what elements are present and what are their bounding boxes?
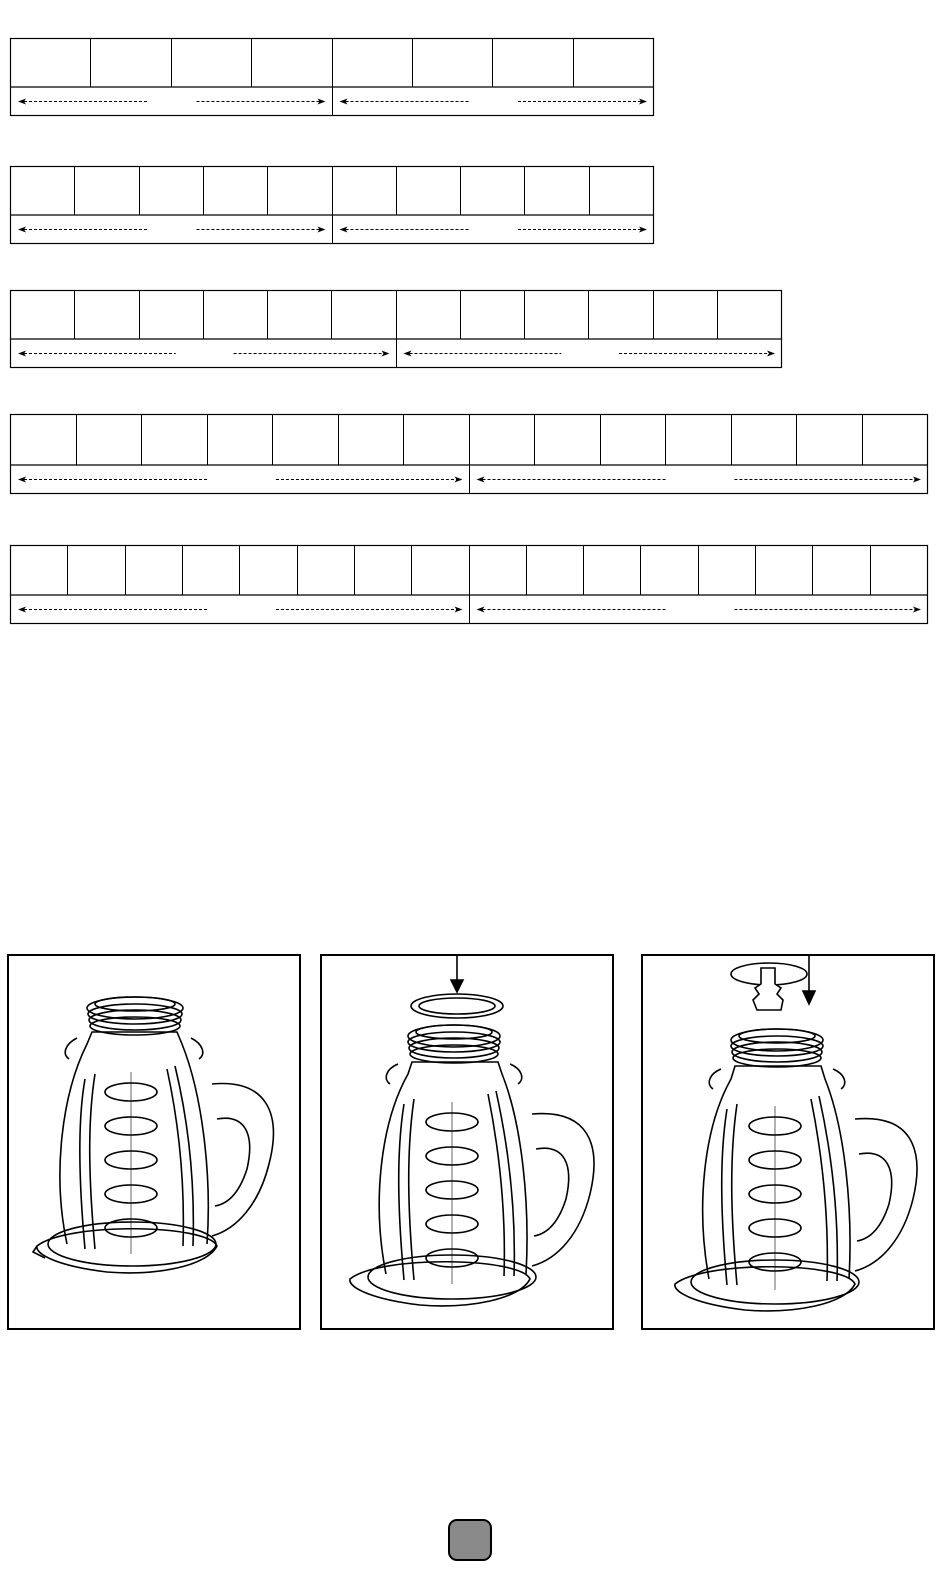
table-grid-4: [10, 414, 928, 494]
table-grid-3-svg: [10, 290, 782, 368]
illustration-panel-step-3: [641, 954, 935, 1330]
table-grid-3: [10, 290, 782, 368]
table-grid-4-svg: [10, 414, 928, 494]
illustration-panel-step-1: [7, 954, 301, 1330]
blender-jar-blade-assembly-icon: [641, 954, 935, 1330]
table-grid-2-svg: [10, 166, 654, 244]
table-grid-5-svg: [10, 545, 928, 624]
blender-jar-seal-ring-icon: [320, 954, 614, 1330]
table-grid-5: [10, 545, 928, 624]
table-grid-2: [10, 166, 654, 244]
page-number-badge: [448, 1519, 492, 1561]
table-grid-1: [10, 38, 654, 116]
table-grid-1-svg: [10, 38, 654, 116]
illustration-panel-step-2: [320, 954, 614, 1330]
blender-jar-icon: [7, 954, 301, 1330]
